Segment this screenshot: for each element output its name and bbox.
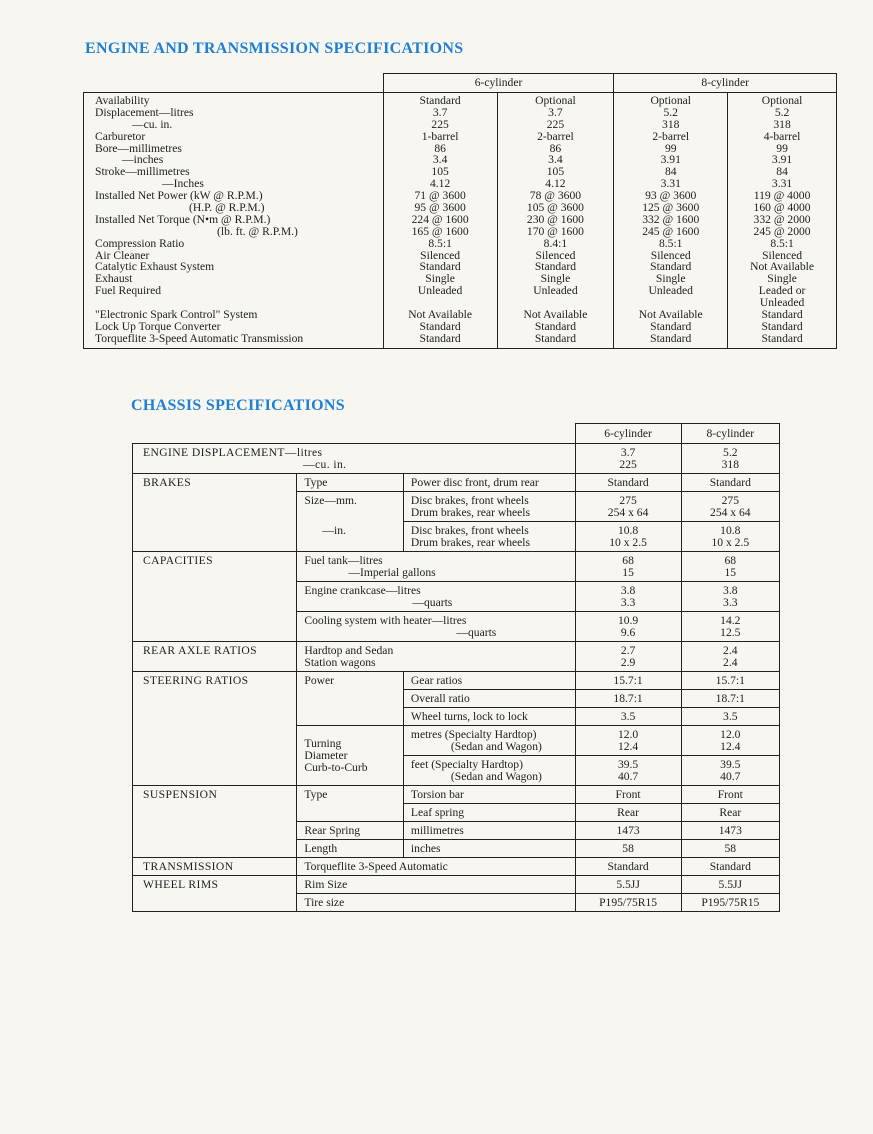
turning-feet-6cyl: 39.5 40.7: [575, 756, 681, 786]
brakes-label: BRAKES: [133, 474, 297, 552]
torsion-bar-8cyl: Front: [681, 786, 779, 804]
spec-value: 318: [773, 117, 791, 131]
brakes-size-in-8cyl: 10.8 10 x 2.5: [681, 522, 779, 552]
spring-in-6cyl: 58: [575, 840, 681, 858]
spec-value: 8.5:1: [770, 236, 794, 250]
brakes-type-8cyl: Standard: [681, 474, 779, 492]
spec-value: Standard: [650, 260, 692, 274]
spec-value: Standard: [761, 331, 803, 345]
turning-feet-label: feet (Specialty Hardtop) (Sedan and Wagon): [403, 756, 575, 786]
rear-spring-label: Rear Spring: [297, 822, 404, 840]
cooling-label: Cooling system with heater—litres —quarts: [297, 612, 575, 642]
chassis-section-title: CHASSIS SPECIFICATIONS: [131, 397, 345, 414]
spec-label: Availability: [95, 94, 150, 107]
fuel-tank-6cyl: 68 15: [575, 552, 681, 582]
spec-value: 3.31: [660, 177, 681, 191]
brakes-type-desc: Power disc front, drum rear: [403, 474, 575, 492]
spec-value: Unleaded: [759, 296, 805, 310]
spec-value: 332 @ 2000: [753, 212, 811, 226]
spec-value: 84: [664, 165, 677, 179]
brakes-size-mm-8cyl: 275 254 x 64: [681, 492, 779, 522]
transmission-label: TRANSMISSION: [133, 858, 297, 876]
spec-label: Installed Net Power (kW @ R.P.M.): [95, 189, 263, 203]
spec-label: (H.P. @ R.P.M.): [189, 201, 265, 215]
transmission-8cyl: Standard: [681, 858, 779, 876]
displacement-8cyl: 5.2 318: [681, 444, 779, 474]
rim-size-8cyl: 5.5JJ: [681, 876, 779, 894]
steering-label: STEERING RATIOS: [133, 672, 297, 786]
axle-6cyl: 2.7 2.9: [575, 642, 681, 672]
table-row: [133, 672, 780, 690]
spec-value: Unleaded: [533, 284, 578, 298]
spec-value: Leaded or: [758, 284, 806, 298]
spec-value: 3.91: [660, 153, 681, 167]
spec-value: Silenced: [650, 248, 691, 262]
spec-value: Standard: [419, 260, 461, 274]
spec-value: Optional: [535, 94, 576, 107]
spec-label: Carburetor: [95, 129, 146, 143]
spec-value: 105: [431, 165, 449, 179]
spec-value: 125 @ 3600: [642, 201, 700, 215]
spec-value: Not Available: [408, 308, 473, 322]
spring-in-label: inches: [403, 840, 575, 858]
cooling-6cyl: 10.9 9.6: [575, 612, 681, 642]
spec-value: 8.5:1: [658, 236, 683, 250]
chassis-spec-table: [132, 423, 780, 912]
transmission-desc: Torqueflite 3-Speed Automatic: [297, 858, 575, 876]
suspension-label: SUSPENSION: [133, 786, 297, 858]
spec-value: Standard: [419, 331, 461, 345]
spring-length-label: Length: [297, 840, 404, 858]
spec-value: 332 @ 1600: [642, 212, 700, 226]
spec-value: 8.4:1: [543, 236, 568, 250]
wheel-rims-label: WHEEL RIMS: [133, 876, 297, 912]
axle-items: Hardtop and Sedan Station wagons: [297, 642, 575, 672]
spec-value: 3.7: [548, 105, 563, 119]
spec-value: 119 @ 4000: [753, 189, 811, 203]
table-row: [133, 786, 780, 804]
value-column-8cyl-optional: [614, 93, 728, 349]
leaf-spring-6cyl: Rear: [575, 804, 681, 822]
table-row: [133, 474, 780, 492]
spec-value: 95 @ 3600: [414, 201, 466, 215]
spec-value: Standard: [761, 319, 803, 333]
leaf-spring-8cyl: Rear: [681, 804, 779, 822]
spec-value: Single: [540, 272, 571, 286]
spec-value: Standard: [419, 94, 461, 107]
spec-label: —cu. in.: [132, 117, 173, 131]
brakes-size-mm-6cyl: 275 254 x 64: [575, 492, 681, 522]
spec-value: 86: [434, 141, 446, 155]
header-8-cylinder: 8-cylinder: [681, 424, 779, 444]
spec-value: 4.12: [429, 177, 451, 191]
spring-mm-6cyl: 1473: [575, 822, 681, 840]
value-column-6cyl-optional: [497, 93, 614, 349]
gear-ratio-8cyl: 15.7:1: [681, 672, 779, 690]
brakes-size-in-desc: Disc brakes, front wheels Drum brakes, rear wheels: [403, 522, 575, 552]
spec-value: 318: [662, 117, 680, 131]
spec-value: Standard: [650, 331, 692, 345]
steering-power-label: Power: [297, 672, 404, 726]
fuel-tank-label: Fuel tank—litres —Imperial gallons: [297, 552, 575, 582]
table-row: [133, 552, 780, 582]
value-column-8cyl-optional-4bbl: [728, 93, 837, 349]
spec-value: 99: [776, 141, 788, 155]
spring-mm-label: millimetres: [403, 822, 575, 840]
crankcase-6cyl: 3.8 3.3: [575, 582, 681, 612]
spec-value: 99: [664, 141, 677, 155]
spring-mm-8cyl: 1473: [681, 822, 779, 840]
spec-value: 105: [546, 165, 565, 179]
axle-8cyl: 2.4 2.4: [681, 642, 779, 672]
spec-label-column: [84, 93, 384, 349]
leaf-spring-label: Leaf spring: [403, 804, 575, 822]
displacement-6cyl: 3.7 225: [575, 444, 681, 474]
table-row: [133, 444, 780, 474]
spec-value: Unleaded: [417, 284, 463, 298]
spec-value: Silenced: [420, 248, 461, 262]
spec-label: (lb. ft. @ R.P.M.): [217, 224, 298, 238]
spec-label: Displacement—litres: [95, 105, 194, 119]
spring-in-8cyl: 58: [681, 840, 779, 858]
overall-ratio-8cyl: 18.7:1: [681, 690, 779, 708]
spec-value: 71 @ 3600: [414, 189, 466, 203]
spec-value: Not Available: [523, 308, 588, 322]
capacities-label: CAPACITIES: [133, 552, 297, 642]
spec-value: Single: [655, 272, 686, 286]
spec-value: 3.31: [771, 177, 793, 191]
spec-value: Silenced: [535, 248, 576, 262]
overall-ratio-6cyl: 18.7:1: [575, 690, 681, 708]
spec-value: 93 @ 3600: [645, 189, 697, 203]
spec-value: Optional: [650, 94, 692, 107]
gear-ratio-label: Gear ratios: [403, 672, 575, 690]
spec-label: Exhaust: [95, 272, 133, 286]
wheel-turns-8cyl: 3.5: [681, 708, 779, 726]
spec-label: Bore—millimetres: [95, 141, 182, 155]
spec-value: 1-barrel: [421, 129, 459, 143]
suspension-type-label: Type: [297, 786, 404, 822]
engine-spec-table: [83, 73, 837, 349]
spec-label: "Electronic Spark Control" System: [95, 308, 258, 322]
spec-label: Torqueflite 3-Speed Automatic Transmission: [95, 331, 304, 345]
spec-value: 84: [776, 165, 788, 179]
header-8-cylinder: 8-cylinder: [614, 74, 837, 93]
header-6-cylinder: 6-cylinder: [575, 424, 681, 444]
tire-size-6cyl: P195/75R15: [575, 894, 681, 912]
value-column-6cyl-standard: [383, 93, 497, 349]
spec-value: 3.7: [432, 105, 448, 119]
spec-value: 86: [549, 141, 562, 155]
spec-label: Fuel Required: [95, 284, 162, 298]
spec-value: 105 @ 3600: [526, 201, 584, 215]
spec-value: Single: [425, 272, 455, 286]
spec-value: Standard: [419, 319, 461, 333]
axle-label: REAR AXLE RATIOS: [133, 642, 297, 672]
spec-value: 230 @ 1600: [526, 212, 584, 226]
brakes-size-in-label: —in.: [297, 522, 404, 552]
displacement-label: ENGINE DISPLACEMENT—litres —cu. in.: [133, 444, 576, 474]
spec-value: Silenced: [762, 248, 803, 262]
gear-ratio-6cyl: 15.7:1: [575, 672, 681, 690]
spec-label: Stroke—millimetres: [95, 165, 190, 179]
spec-value: 245 @ 1600: [642, 224, 700, 238]
tire-size-8cyl: P195/75R15: [681, 894, 779, 912]
spec-label: Air Cleaner: [95, 248, 150, 262]
spec-value: 5.2: [663, 105, 678, 119]
spec-value: Not Available: [638, 308, 703, 322]
table-row: [133, 642, 780, 672]
turning-diameter-label: Turning Diameter Curb-to-Curb: [297, 726, 404, 786]
turning-metres-8cyl: 12.0 12.4: [681, 726, 779, 756]
spec-label: Installed Net Torque (N•m @ R.P.M.): [95, 212, 271, 226]
spec-value: 4.12: [545, 177, 566, 191]
spec-value: 8.5:1: [428, 236, 452, 250]
spec-value: Standard: [534, 260, 577, 274]
spec-value: Standard: [650, 319, 692, 333]
cooling-8cyl: 14.2 12.5: [681, 612, 779, 642]
tire-size-label: Tire size: [297, 894, 575, 912]
spec-value: 224 @ 1600: [411, 212, 469, 226]
turning-metres-6cyl: 12.0 12.4: [575, 726, 681, 756]
spec-value: Standard: [534, 331, 577, 345]
wheel-turns-6cyl: 3.5: [575, 708, 681, 726]
spec-value: 225: [546, 117, 565, 131]
spec-label: Compression Ratio: [95, 236, 185, 250]
brakes-type-6cyl: Standard: [575, 474, 681, 492]
spec-value: 160 @ 4000: [753, 201, 811, 215]
crankcase-8cyl: 3.8 3.3: [681, 582, 779, 612]
spec-value: 3.4: [432, 153, 448, 167]
crankcase-label: Engine crankcase—litres —quarts: [297, 582, 575, 612]
rim-size-6cyl: 5.5JJ: [575, 876, 681, 894]
spec-label: —inches: [122, 153, 164, 167]
spec-value: 78 @ 3600: [529, 189, 582, 203]
spec-value: Not Available: [750, 260, 814, 274]
fuel-tank-8cyl: 68 15: [681, 552, 779, 582]
engine-section-title: ENGINE AND TRANSMISSION SPECIFICATIONS: [85, 40, 464, 57]
spec-value: 3.91: [771, 153, 793, 167]
rim-size-label: Rim Size: [297, 876, 575, 894]
spec-value: Unleaded: [648, 284, 693, 298]
brakes-type-label: Type: [297, 474, 404, 492]
transmission-6cyl: Standard: [575, 858, 681, 876]
brakes-size-mm-label: Size—mm.: [297, 492, 404, 522]
brakes-size-mm-desc: Disc brakes, front wheels Drum brakes, rear wheels: [403, 492, 575, 522]
table-row: [133, 858, 780, 876]
blank-header-cell: [133, 424, 576, 444]
spec-value: Optional: [761, 94, 803, 107]
turning-feet-8cyl: 39.5 40.7: [681, 756, 779, 786]
spec-label: —Inches: [162, 177, 204, 191]
overall-ratio-label: Overall ratio: [403, 690, 575, 708]
torsion-bar-6cyl: Front: [575, 786, 681, 804]
spec-value: 225: [431, 117, 449, 131]
spec-value: 170 @ 1600: [526, 224, 584, 238]
blank-header-cell: [84, 74, 384, 93]
spec-value: 3.4: [548, 153, 563, 167]
spec-value: 4-barrel: [763, 129, 801, 143]
spec-label: Catalytic Exhaust System: [95, 260, 215, 274]
spec-label: Lock Up Torque Converter: [95, 319, 221, 333]
turning-metres-label: metres (Specialty Hardtop) (Sedan and Wagon): [403, 726, 575, 756]
header-6-cylinder: 6-cylinder: [383, 74, 614, 93]
wheel-turns-label: Wheel turns, lock to lock: [403, 708, 575, 726]
spec-value: Standard: [761, 308, 803, 322]
spec-value: 5.2: [774, 105, 790, 119]
spec-value: 2-barrel: [537, 129, 574, 143]
spec-value: Single: [767, 272, 797, 286]
spec-value: 165 @ 1600: [411, 224, 469, 238]
torsion-bar-label: Torsion bar: [403, 786, 575, 804]
spec-value: 245 @ 2000: [753, 224, 811, 238]
spec-value: Standard: [534, 319, 577, 333]
brakes-size-in-6cyl: 10.8 10 x 2.5: [575, 522, 681, 552]
table-row: [133, 876, 780, 894]
spec-value: 2-barrel: [652, 129, 690, 143]
